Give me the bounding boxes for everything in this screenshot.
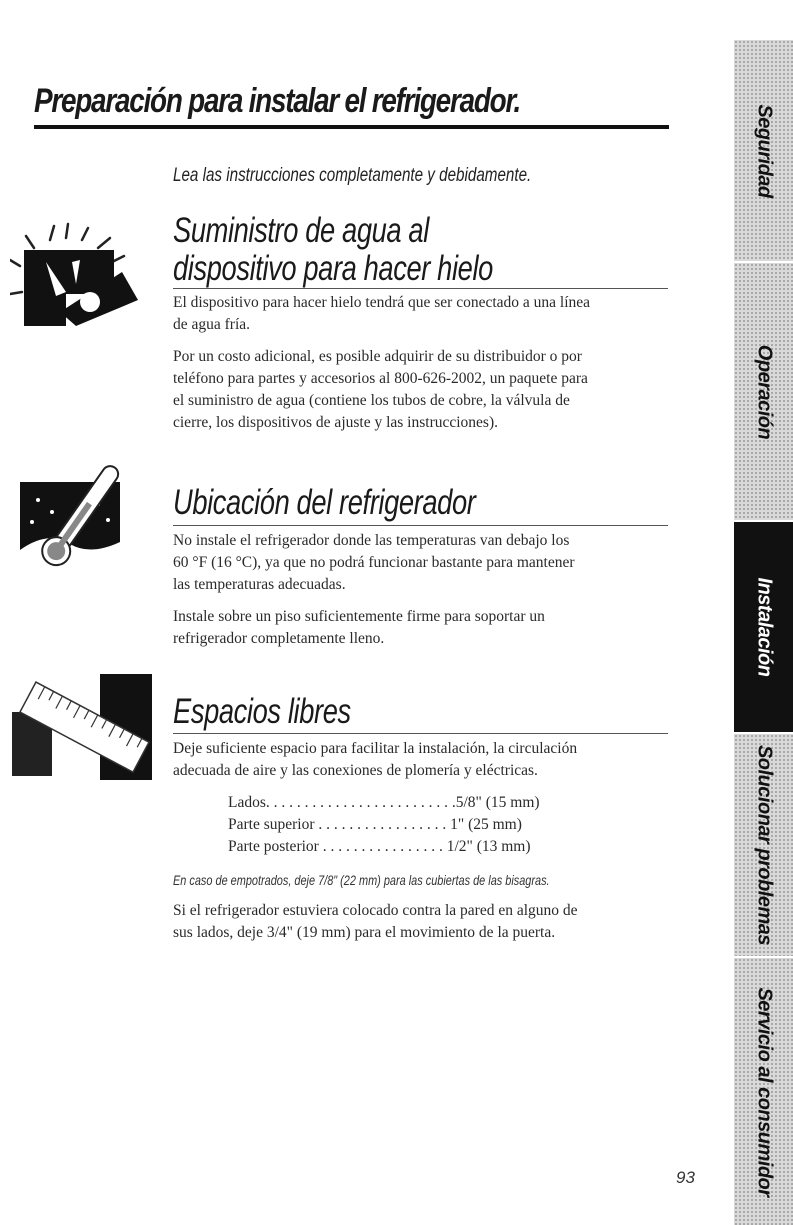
- paragraph: de agua fría.: [173, 316, 251, 333]
- title-rule: [34, 125, 669, 129]
- page-title: Preparación para instalar el refrigerador.: [34, 82, 521, 120]
- section-title-clearances: Espacios libres: [173, 692, 351, 731]
- tab-servicio-al-consumidor[interactable]: [734, 958, 793, 1225]
- paragraph: refrigerador completamente lleno.: [173, 630, 385, 647]
- page-number: 93: [676, 1168, 695, 1187]
- section-title-location: Ubicación del refrigerador: [173, 483, 476, 522]
- paragraph: teléfono para partes y accesorios al 800-626-2002, un paquete para: [173, 370, 588, 387]
- paragraph: el suministro de agua (contiene los tubos de cobre, la válvula de: [173, 392, 570, 409]
- paragraph: adecuada de aire y las conexiones de plomería y eléctricas.: [173, 762, 538, 779]
- section-title-water-supply-line2: dispositivo para hacer hielo: [173, 249, 493, 288]
- thermometer-icon: [18, 460, 138, 578]
- tab-solucionar-problemas[interactable]: [734, 734, 793, 956]
- ice-maker-warning-icon: [10, 222, 160, 332]
- paragraph: sus lados, deje 3/4" (19 mm) para el movimiento de la puerta.: [173, 924, 556, 941]
- measurement-sides: Lados. . . . . . . . . . . . . . . . . . . . . . . . .5/8" (15 mm): [228, 794, 540, 811]
- tab-instalacion[interactable]: [734, 522, 793, 732]
- paragraph: No instale el refrigerador donde las temperaturas van debajo los: [173, 532, 570, 549]
- paragraph: Deje suficiente espacio para facilitar la instalación, la circulación: [173, 740, 578, 757]
- measurement-back: Parte posterior . . . . . . . . . . . . . . . . 1/2" (13 mm): [228, 838, 531, 855]
- paragraph: cierre, los dispositivos de ajuste y las instrucciones).: [173, 414, 499, 431]
- tab-label: Solucionar problemas: [753, 744, 775, 946]
- section-rule: [173, 733, 668, 734]
- tab-operacion[interactable]: [734, 263, 793, 520]
- section-title-water-supply-line1: Suministro de agua al: [173, 211, 429, 250]
- tab-label: Operación: [753, 344, 775, 439]
- tab-label: Servicio al consumidor: [753, 986, 775, 1197]
- paragraph: las temperaturas adecuadas.: [173, 576, 346, 593]
- measurement-top: Parte superior . . . . . . . . . . . . . . . . . 1" (25 mm): [228, 816, 522, 833]
- paragraph: Por un costo adicional, es posible adquirir de su distribuidor o por: [173, 348, 582, 365]
- tab-label: Instalación: [753, 577, 775, 677]
- tab-seguridad[interactable]: [734, 40, 793, 261]
- section-rule: [173, 288, 668, 289]
- built-in-note: En caso de empotrados, deje 7/8" (22 mm) para las cubiertas de las bisagras.: [173, 872, 550, 888]
- paragraph: 60 °F (16 °C), ya que no podrá funcionar bastante para mantener: [173, 554, 575, 571]
- tab-label: Seguridad: [753, 103, 775, 198]
- paragraph: El dispositivo para hacer hielo tendrá que ser conectado a una línea: [173, 294, 591, 311]
- paragraph: Si el refrigerador estuviera colocado contra la pared en alguno de: [173, 902, 578, 919]
- section-rule: [173, 525, 668, 526]
- side-tab-nav: [734, 40, 793, 1225]
- paragraph: Instale sobre un piso suficientemente firme para soportar un: [173, 608, 545, 625]
- ruler-icon: [10, 672, 160, 784]
- page-subtitle: Lea las instrucciones completamente y debidamente.: [173, 165, 532, 186]
